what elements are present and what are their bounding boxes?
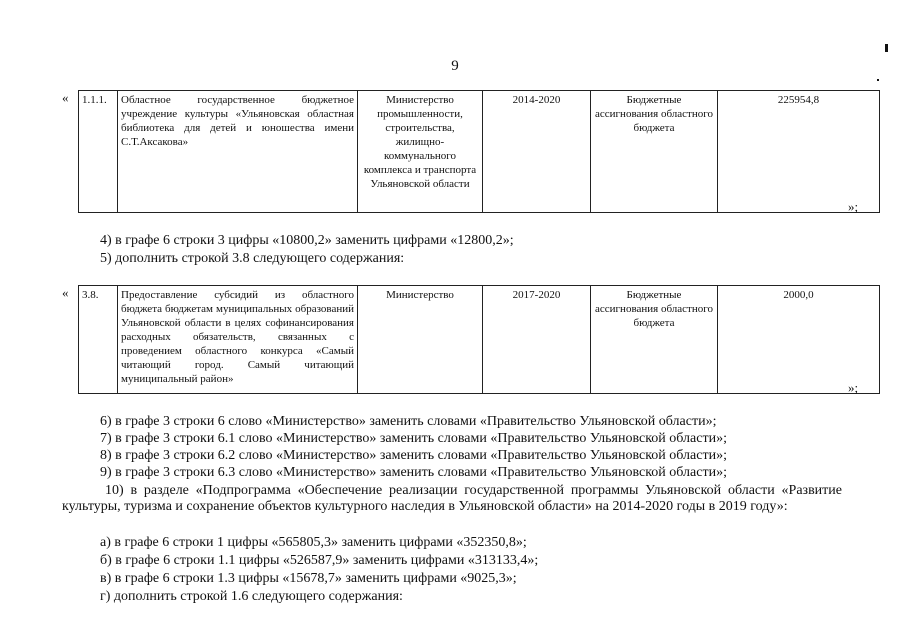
margin-dot: [877, 79, 879, 81]
row-amount: 2000,0: [718, 286, 880, 394]
row-description: Областное государственное бюджетное учреждение культуры «Ульяновская областная библиотека для детей и юношества имени С.Т.Аксакова»: [118, 91, 358, 213]
table-1-open-quote: «: [62, 90, 69, 105]
table-row: [79, 286, 880, 394]
row-years: 2017-2020: [483, 286, 591, 394]
item-b: б) в графе 6 строки 1.1 цифры «526587,9» заменить цифрами «313133,4»;: [100, 553, 539, 568]
item-8: 8) в графе 3 строки 6.2 слово «Министерство» заменить словами «Правительство Ульяновской области»;: [100, 448, 727, 463]
table-2: [78, 285, 880, 394]
page-number: 9: [451, 58, 459, 74]
row-description: Предоставление субсидий из областного бюджета бюджетам муниципальных образований Ульяновской области в целях софинансирования расходных обязательств, связанных с проведением областного конкурса «Самый читающий город. Самый читающий муниципальный район»: [118, 286, 358, 394]
item-g: г) дополнить строкой 1.6 следующего содержания:: [100, 589, 403, 604]
row-funding: Бюджетные ассигнования областного бюджета: [591, 286, 718, 394]
row-funding: Бюджетные ассигнования областного бюджета: [591, 91, 718, 213]
item-a: а) в графе 6 строки 1 цифры «565805,3» заменить цифрами «352350,8»;: [100, 535, 527, 550]
item-5: 5) дополнить строкой 3.8 следующего содержания:: [100, 251, 405, 266]
table-2-open-quote: «: [62, 285, 69, 300]
item-6: 6) в графе 3 строки 6 слово «Министерство» заменить словами «Правительство Ульяновской области»;: [100, 414, 717, 429]
row-number: 3.8.: [79, 286, 118, 394]
row-amount: 225954,8: [718, 91, 880, 213]
item-v: в) в графе 6 строки 1.3 цифры «15678,7» заменить цифрами «9025,3»;: [100, 571, 517, 586]
margin-mark: [885, 44, 888, 52]
row-number: 1.1.1.: [79, 91, 118, 213]
item-10: 10) в разделе «Подпрограмма «Обеспечение реализации государственной программы Ульяновской области «Развитие культуры, туризма и сохранение объектов культурного наследия в Ульяновской области» на 2014-2020 годы в 2019 году»:: [62, 483, 842, 514]
item-4: 4) в графе 6 строки 3 цифры «10800,2» заменить цифрами «12800,2»;: [100, 233, 514, 248]
row-ministry: Министерство: [358, 286, 483, 394]
item-9: 9) в графе 3 строки 6.3 слово «Министерство» заменить словами «Правительство Ульяновской области»;: [100, 465, 727, 480]
row-ministry: Министерство промышленности, строительства, жилищно-коммунального комплекса и транспорта Ульяновской области: [358, 91, 483, 213]
item-7: 7) в графе 3 строки 6.1 слово «Министерство» заменить словами «Правительство Ульяновской области»;: [100, 431, 727, 446]
table-1: [78, 90, 880, 213]
table-2-close-quote: »;: [848, 380, 859, 395]
table-row: [79, 91, 880, 213]
row-years: 2014-2020: [483, 91, 591, 213]
table-1-close-quote: »;: [848, 199, 859, 214]
